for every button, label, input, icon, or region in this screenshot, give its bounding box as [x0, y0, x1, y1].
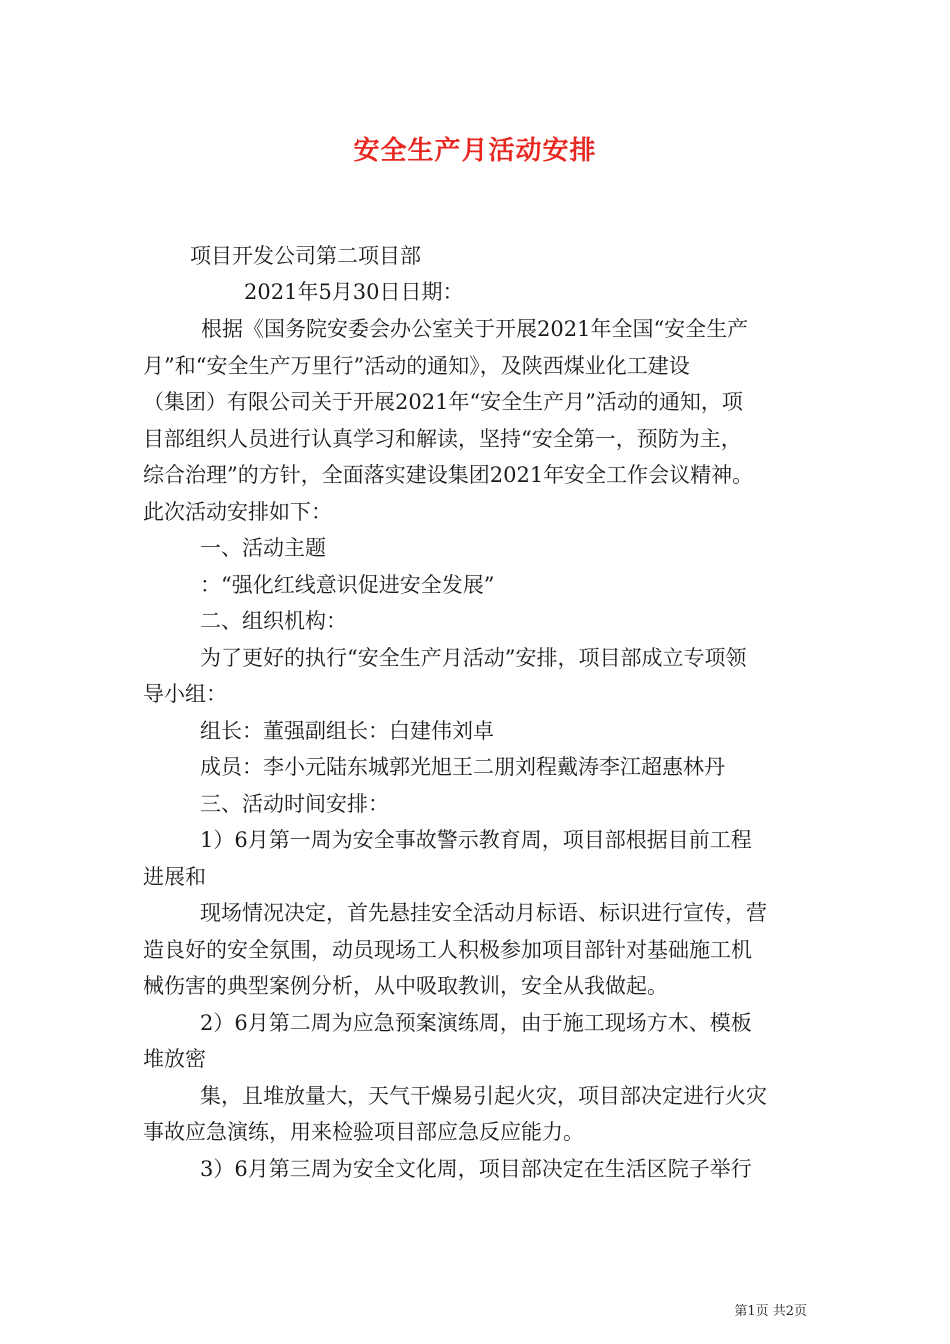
paragraph-line: 目部组织人员进行认真学习和解读，坚持“安全第一，预防为主，	[143, 426, 742, 451]
paragraph-line: 3）6月第三周为安全文化周，项目部决定在生活区院子举行	[200, 1156, 752, 1181]
document-title: 安全生产月活动安排	[353, 136, 597, 166]
paragraph-line: 为了更好的执行“安全生产月活动”安排，项目部成立专项领	[200, 645, 747, 670]
paragraph-line: 1）6月第一周为安全事故警示教育周，项目部根据目前工程	[200, 828, 752, 852]
paragraph-line: 组长：董强副组长：白建伟刘卓	[200, 718, 494, 743]
org-line: 项目开发公司第二项目部	[190, 244, 421, 268]
paragraph-line: 成员：李小元陆东城郭光旭王二朋刘程戴涛李江超惠林丹	[200, 755, 725, 779]
paragraph-line: 导小组：	[143, 682, 227, 706]
paragraph-line: 2）6月第二周为应急预案演练周，由于施工现场方木、模板	[200, 1010, 752, 1035]
page-number: 第1页 共2页	[734, 1304, 807, 1319]
paragraph-line: 堆放密	[143, 1047, 206, 1071]
paragraph-line: 进展和	[143, 864, 206, 889]
date-line: 2021年5月30日日期：	[244, 280, 464, 304]
section-heading: 三、活动时间安排：	[200, 791, 389, 816]
paragraph-line: 月”和“安全生产万里行”活动的通知》，及陕西煤业化工建设	[143, 353, 690, 378]
paragraph-line: （集团）有限公司关于开展2021年“安全生产月”活动的通知，项	[143, 390, 743, 414]
paragraph-line: 现场情况决定，首先悬挂安全活动月标语、标识进行宣传，营	[200, 901, 767, 925]
paragraph-line: 集，且堆放量大，天气干燥易引起火灾，项目部决定进行火灾	[200, 1083, 767, 1108]
paragraph-line: ：“强化红线意识促进安全发展”	[200, 572, 495, 597]
paragraph-line: 综合治理”的方针，全面落实建设集团2021年安全工作会议精神。	[143, 463, 754, 487]
document-body	[143, 311, 808, 1187]
section-heading: 二、组织机构：	[200, 609, 347, 633]
paragraph-line: 事故应急演练，用来检验项目部应急反应能力。	[143, 1120, 584, 1144]
paragraph-line: 械伤害的典型案例分析，从中吸取教训，安全从我做起。	[143, 974, 668, 998]
paragraph-line: 此次活动安排如下：	[143, 499, 332, 524]
paragraph-line: 造良好的安全氛围，动员现场工人积极参加项目部针对基础施工机	[143, 937, 752, 962]
paragraph-line: 根据《国务院安委会办公室关于开展2021年全国“安全生产	[201, 317, 749, 341]
section-heading: 一、活动主题	[200, 536, 326, 560]
